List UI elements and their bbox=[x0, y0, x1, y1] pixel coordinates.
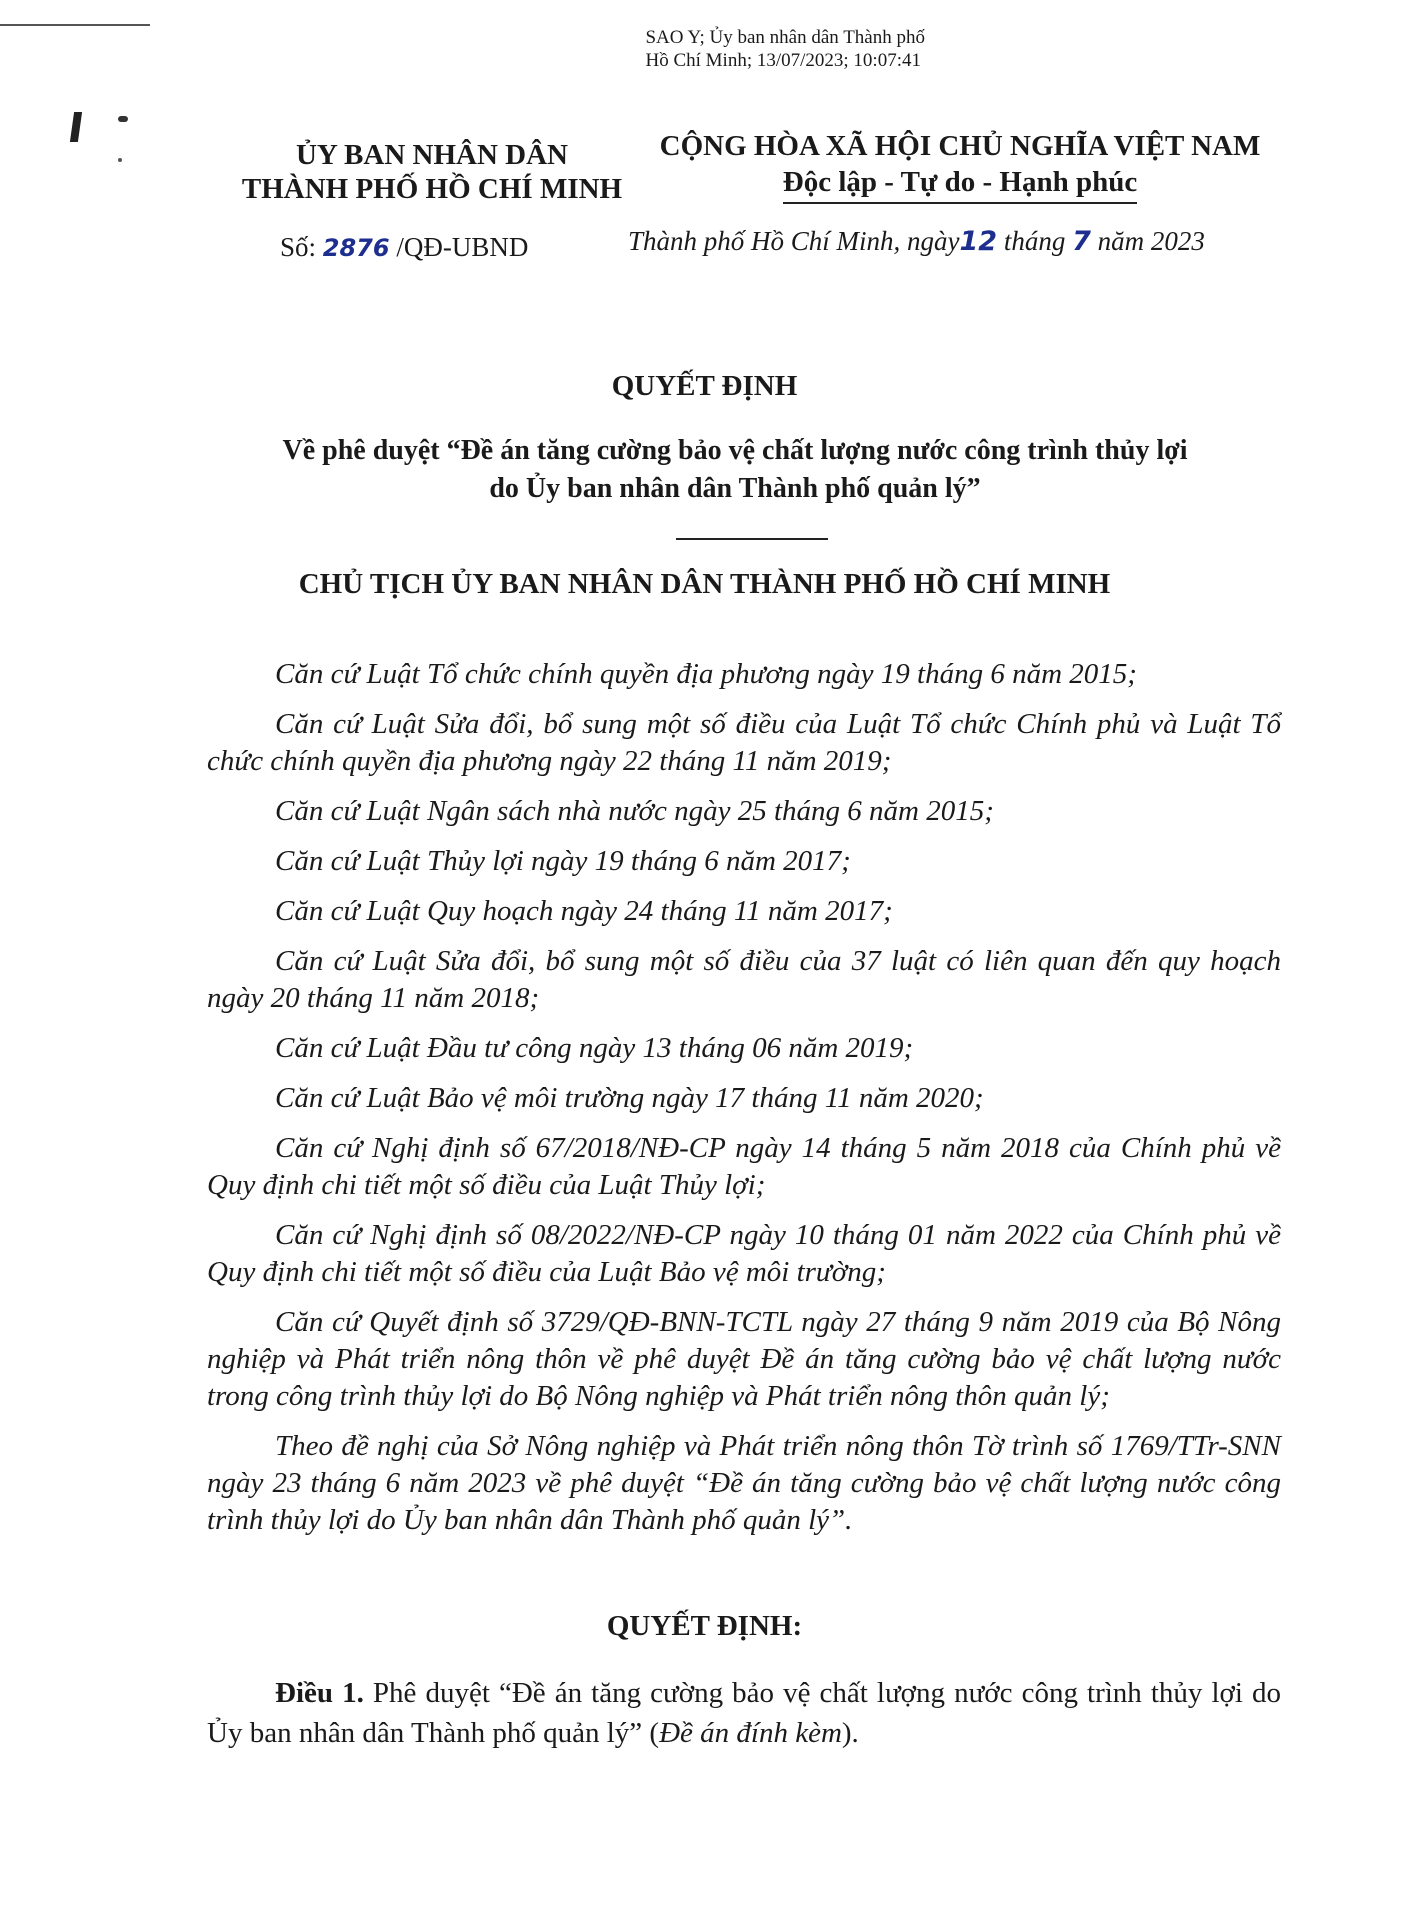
divider bbox=[676, 538, 828, 540]
issuer-line-2: THÀNH PHỐ HỒ CHÍ MINH bbox=[241, 173, 623, 205]
authority-heading: CHỦ TỊCH ỦY BAN NHÂN DÂN THÀNH PHỐ HỒ CHÍ MINH bbox=[298, 568, 1111, 600]
document-number bbox=[280, 232, 528, 263]
subject-line-1: Về phê duyệt “Đề án tăng cường bảo vệ chất lượng nước công trình thủy lợi bbox=[282, 435, 1188, 466]
subject-line-2: do Ủy ban nhân dân Thành phố quản lý” bbox=[489, 473, 981, 504]
basis-paragraph: Căn cứ Luật Tổ chức chính quyền địa phương ngày 19 tháng 6 năm 2015; bbox=[275, 658, 1137, 690]
basis-paragraph: Căn cứ Luật Sửa đổi, bổ sung một số điều của 37 luật có liên quan đến quy hoạch ngày 20 tháng 11 năm 2018; bbox=[207, 945, 1281, 1014]
basis-paragraph: Căn cứ Luật Bảo vệ môi trường ngày 17 tháng 11 năm 2020; bbox=[275, 1082, 984, 1114]
number-prefix: Số: bbox=[280, 232, 323, 262]
handwritten-number: 2876 bbox=[322, 234, 390, 262]
place-and-date bbox=[628, 226, 1205, 257]
copy-stamp bbox=[645, 26, 925, 72]
year-label: năm 2023 bbox=[1090, 226, 1205, 256]
scan-mark bbox=[70, 112, 82, 142]
article-1-end: ). bbox=[841, 1717, 859, 1749]
scan-edge-line bbox=[0, 24, 150, 26]
month-label: tháng bbox=[997, 226, 1073, 256]
document-title: QUYẾT ĐỊNH bbox=[611, 370, 798, 402]
basis-paragraph: Căn cứ Nghị định số 67/2018/NĐ-CP ngày 14 tháng 5 năm 2018 của Chính phủ về Quy định chi tiết một số điều của Luật Thủy lợi; bbox=[207, 1132, 1281, 1201]
basis-paragraph: Căn cứ Luật Thủy lợi ngày 19 tháng 6 năm 2017; bbox=[275, 845, 851, 877]
decision-heading: QUYẾT ĐỊNH: bbox=[606, 1610, 803, 1642]
copy-stamp-line-2: Hồ Chí Minh; 13/07/2023; 10:07:41 bbox=[645, 50, 921, 71]
number-suffix: /QĐ-UBND bbox=[389, 232, 529, 262]
national-header bbox=[640, 128, 1280, 204]
article-1-text: Phê duyệt “Đề án tăng cường bảo vệ chất lượng nước công trình thủy lợi do Ủy ban nhân dân Thành phố quản lý” ( bbox=[207, 1677, 1281, 1749]
basis-paragraph: Căn cứ Luật Quy hoạch ngày 24 tháng 11 năm 2017; bbox=[275, 895, 893, 927]
scan-mark bbox=[118, 116, 128, 122]
scan-mark bbox=[118, 158, 122, 162]
basis-paragraph: Theo đề nghị của Sở Nông nghiệp và Phát triển nông thôn Tờ trình số 1769/TTr-SNN ngày 23 tháng 6 năm 2023 về phê duyệt “Đề án tăng cường bảo vệ chất lượng nước công trình thủy lợi do Ủy ban nhân dân Thành phố quản lý”. bbox=[207, 1430, 1281, 1536]
legal-basis bbox=[207, 656, 1281, 1552]
article-1-label: Điều 1. bbox=[275, 1677, 364, 1709]
basis-paragraph: Căn cứ Luật Sửa đổi, bổ sung một số điều của Luật Tổ chức Chính phủ và Luật Tổ chức chính quyền địa phương ngày 22 tháng 11 năm 2019; bbox=[207, 708, 1281, 777]
basis-paragraph: Căn cứ Quyết định số 3729/QĐ-BNN-TCTL ngày 27 tháng 9 năm 2019 của Bộ Nông nghiệp và Phát triển nông thôn về phê duyệt Đề án tăng cường bảo vệ chất lượng nước trong công trình thủy lợi do Bộ Nông nghiệp và Phát triển nông thôn quản lý; bbox=[207, 1306, 1281, 1412]
basis-paragraph: Căn cứ Luật Đầu tư công ngày 13 tháng 06 năm 2019; bbox=[275, 1032, 914, 1064]
issuer-line-1: ỦY BAN NHÂN DÂN bbox=[295, 139, 568, 171]
article-1-attachment: Đề án đính kèm bbox=[659, 1717, 842, 1749]
basis-paragraph: Căn cứ Nghị định số 08/2022/NĐ-CP ngày 10 tháng 01 năm 2022 của Chính phủ về Quy định chi tiết một số điều của Luật Bảo vệ môi trường; bbox=[207, 1219, 1281, 1288]
basis-paragraph: Căn cứ Luật Ngân sách nhà nước ngày 25 tháng 6 năm 2015; bbox=[275, 795, 994, 827]
national-motto: Độc lập - Tự do - Hạnh phúc bbox=[783, 164, 1138, 204]
place-prefix: Thành phố Hồ Chí Minh, ngày bbox=[628, 226, 960, 256]
document-subject bbox=[190, 432, 1280, 508]
handwritten-day: 12 bbox=[959, 226, 998, 257]
nation-name: CỘNG HÒA XÃ HỘI CHỦ NGHĨA VIỆT NAM bbox=[659, 130, 1261, 162]
handwritten-month: 7 bbox=[1072, 226, 1091, 257]
article-1 bbox=[207, 1673, 1281, 1753]
issuer-header bbox=[222, 138, 642, 206]
copy-stamp-line-1: SAO Y; Ủy ban nhân dân Thành phố bbox=[645, 27, 925, 48]
